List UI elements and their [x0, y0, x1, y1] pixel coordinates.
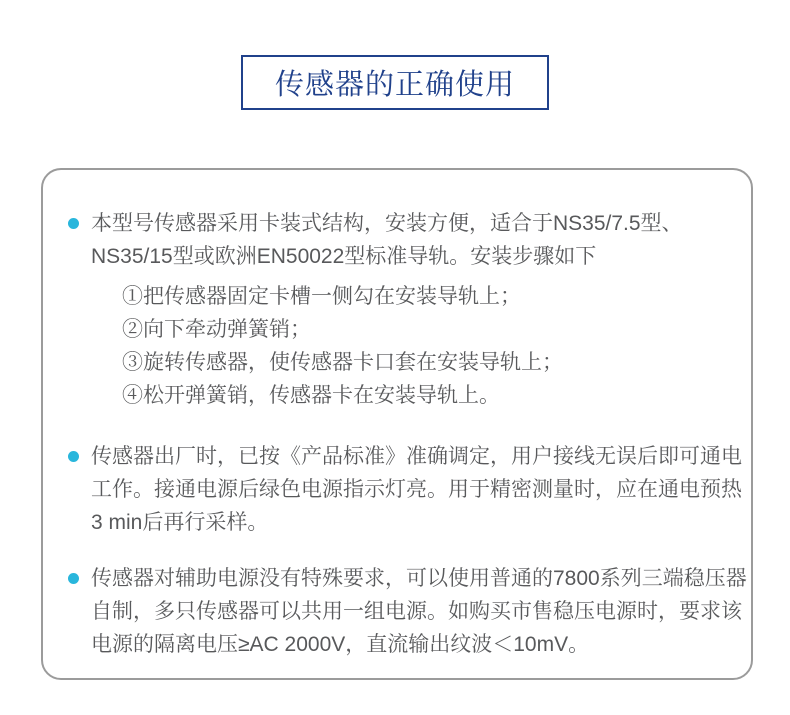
bullet-text-line: 传感器出厂时，已按《产品标准》准确调定，用户接线无误后即可通电	[91, 445, 742, 468]
bullet-item	[43, 562, 751, 661]
bullet-dot-icon	[68, 218, 79, 229]
bullet-text	[91, 562, 747, 661]
content-box	[41, 168, 753, 680]
install-step: ①把传感器固定卡槽一侧勾在安装导轨上；	[122, 285, 521, 308]
bullet-text-line: 电源的隔离电压≥AC 2000V，直流输出纹波＜10mV。	[91, 633, 590, 656]
bullet-text-line: 自制，多只传感器可以共用一组电源。如购买市售稳压电源时，要求该	[91, 600, 742, 623]
bullet-text	[91, 207, 683, 273]
section-title-box	[241, 55, 549, 110]
install-steps-list	[43, 280, 751, 412]
bullet-item	[43, 440, 751, 539]
bullet-text	[91, 440, 742, 539]
bullet-text-line: 3 min后再行采样。	[91, 511, 269, 534]
bullet-text-line: 本型号传感器采用卡装式结构，安装方便，适合于NS35/7.5型、	[91, 212, 683, 235]
bullet-text-line: NS35/15型或欧洲EN50022型标准导轨。安装步骤如下	[91, 245, 597, 268]
bullet-text-line: 工作。接通电源后绿色电源指示灯亮。用于精密测量时，应在通电预热	[91, 478, 742, 501]
bullet-dot-icon	[68, 573, 79, 584]
install-step: ④松开弹簧销，传感器卡在安装导轨上。	[122, 384, 500, 407]
bullet-dot-icon	[68, 451, 79, 462]
install-step: ③旋转传感器，使传感器卡口套在安装导轨上；	[122, 351, 563, 374]
page-title: 传感器的正确使用	[274, 69, 515, 101]
bullet-text-line: 传感器对辅助电源没有特殊要求，可以使用普通的7800系列三端稳压器	[91, 567, 747, 590]
bullet-item	[43, 207, 751, 273]
install-step: ②向下牵动弹簧销；	[122, 318, 311, 341]
